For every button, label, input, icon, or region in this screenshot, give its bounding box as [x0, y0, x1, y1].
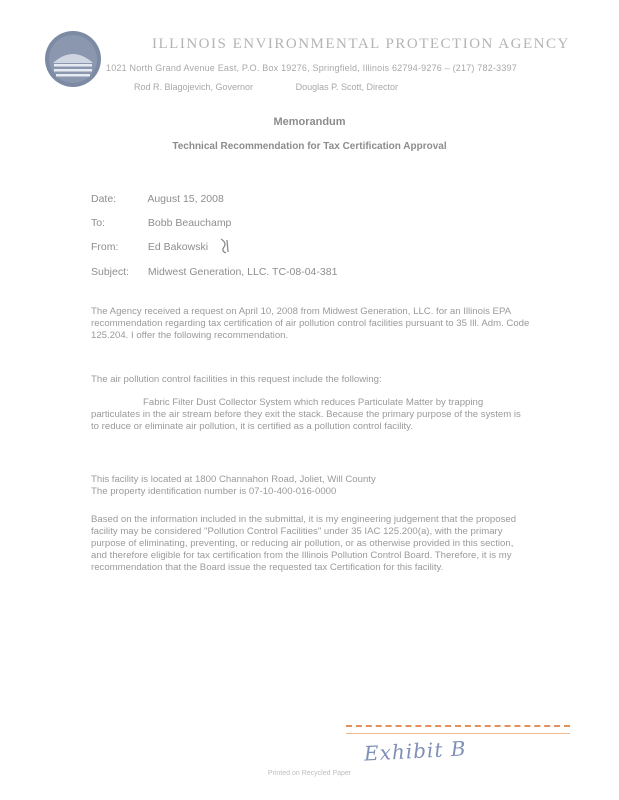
body-paragraph-facilities: The air pollution control facilities in this request include the following:: [91, 374, 382, 385]
from-field: [91, 241, 208, 253]
from-label: From:: [91, 241, 119, 253]
director-name: Douglas P. Scott, Director: [295, 82, 398, 92]
agency-name: ILLINOIS ENVIRONMENTAL PROTECTION AGENCY: [152, 36, 570, 52]
memo-subject-line: Technical Recommendation for Tax Certification Approval: [172, 141, 447, 152]
from-value: Ed Bakowski: [147, 241, 209, 253]
location-line: This facility is located at 1800 Channahon Road, Joliet, Will County: [91, 474, 376, 485]
to-value: Bobb Beauchamp: [147, 217, 232, 229]
exhibit-label: Exhibit B: [363, 736, 468, 766]
subject-label: Subject:: [91, 266, 129, 278]
date-label: Date:: [91, 193, 117, 205]
stamp-border: [346, 725, 570, 734]
memo-title: Memorandum: [273, 116, 346, 128]
date-value: August 15, 2008: [147, 193, 224, 205]
initials-signature-icon: [218, 237, 232, 255]
governor-name: Rod R. Blagojevich, Governor: [134, 82, 254, 92]
body-paragraph-recommendation: Based on the information included in the submittal, it is my engineering judgement that the proposed facility may be considered "Pollution Control Facilities" under 35 IAC 125.200(a), with the primary purpose of eliminating, preventing, or reducing air pollution, or as otherwise provided in this section, and therefore eligible for tax certification from the Illinois Pollution Control Board. Therefore, it is my recommendation that the Board issue the requested tax Certification for this facility.: [91, 514, 517, 573]
agency-address: 1021 North Grand Avenue East, P.O. Box 19276, Springfield, Illinois 62794-9276 – (217) 782-3397: [106, 63, 517, 73]
body-paragraph-location: [91, 474, 531, 498]
date-field: [91, 193, 224, 205]
body-paragraph-fabric-filter: Fabric Filter Dust Collector System which reduces Particulate Matter by trapping particulates in the air stream before they exit the stack. Because the primary purpose of the system is to reduce or eliminate air pollution, it is certified as a pollution control facility.: [91, 397, 521, 432]
subject-field: [91, 266, 337, 278]
property-id-line: The property identification number is 07-10-400-016-0000: [91, 486, 337, 497]
agency-seal-icon: [44, 30, 102, 88]
agency-officials: [134, 82, 474, 92]
to-field: [91, 217, 231, 229]
footer-note: Printed on Recycled Paper: [267, 770, 352, 777]
body-paragraph-request: The Agency received a request on April 10, 2008 from Midwest Generation, LLC. for an Illinois EPA recommendation regarding tax certification of air pollution control facilities pursuant to 35 Ill. Adm. Code 125.204. I offer the following recommendation.: [91, 306, 530, 341]
to-label: To:: [91, 217, 106, 229]
subject-value: Midwest Generation, LLC. TC-08-04-381: [147, 266, 338, 278]
